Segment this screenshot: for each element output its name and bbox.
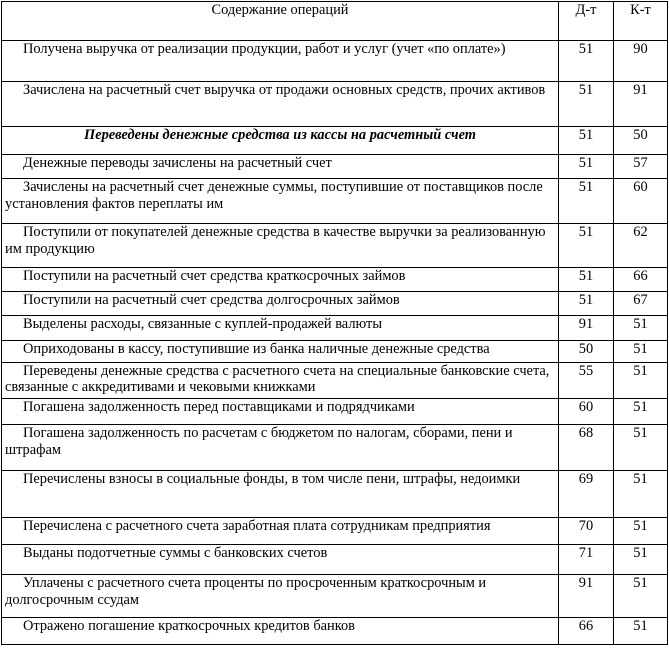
operation-text: Выданы подотчетные суммы с банковских счетов	[2, 545, 559, 575]
table-row	[2, 575, 668, 618]
operation-text: Зачислены на расчетный счет денежные суммы, поступившие от поставщиков после установления фактов переплаты им	[2, 179, 559, 224]
credit-account: 51	[614, 575, 668, 618]
table-row	[2, 341, 668, 363]
table-row	[2, 268, 668, 292]
table-row	[2, 155, 668, 179]
debit-account: 55	[559, 363, 614, 399]
table-row	[2, 363, 668, 399]
table-row	[2, 41, 668, 82]
table-row	[2, 471, 668, 518]
operation-text: Переведены денежные средства из кассы на расчетный счет	[2, 127, 559, 155]
credit-account: 57	[614, 155, 668, 179]
credit-account: 51	[614, 316, 668, 341]
debit-account: 51	[559, 179, 614, 224]
debit-account: 66	[559, 618, 614, 645]
credit-account: 51	[614, 545, 668, 575]
operation-text: Получена выручка от реализации продукции, работ и услуг (учет «по оплате»)	[2, 41, 559, 82]
operation-text: Погашена задолженность перед поставщиками и подрядчиками	[2, 399, 559, 425]
debit-account: 51	[559, 292, 614, 316]
operation-text: Отражено погашение краткосрочных кредитов банков	[2, 618, 559, 645]
debit-account: 69	[559, 471, 614, 518]
debit-account: 51	[559, 224, 614, 268]
table-row	[2, 545, 668, 575]
debit-account: 91	[559, 575, 614, 618]
operation-text: Перечислена с расчетного счета заработная плата сотрудникам предприятия	[2, 518, 559, 545]
operation-text: Уплачены с расчетного счета проценты по просроченным краткосрочным и долгосрочным ссудам	[2, 575, 559, 618]
debit-account: 71	[559, 545, 614, 575]
operation-text: Оприходованы в кассу, поступившие из банка наличные денежные средства	[2, 341, 559, 363]
credit-account: 66	[614, 268, 668, 292]
credit-account: 91	[614, 82, 668, 127]
credit-account: 62	[614, 224, 668, 268]
debit-account: 51	[559, 82, 614, 127]
credit-account: 51	[614, 518, 668, 545]
debit-account: 60	[559, 399, 614, 425]
table-row	[2, 425, 668, 471]
operation-text: Выделены расходы, связанные с куплей-продажей валюты	[2, 316, 559, 341]
credit-account: 51	[614, 363, 668, 399]
table-row	[2, 316, 668, 341]
credit-account: 51	[614, 471, 668, 518]
credit-account: 90	[614, 41, 668, 82]
credit-account: 50	[614, 127, 668, 155]
debit-account: 51	[559, 268, 614, 292]
table-row	[2, 127, 668, 155]
table-row	[2, 224, 668, 268]
debit-account: 68	[559, 425, 614, 471]
operation-text: Зачислена на расчетный счет выручка от продажи основных средств, прочих активов	[2, 82, 559, 127]
table-row	[2, 179, 668, 224]
credit-account: 60	[614, 179, 668, 224]
header-description: Содержание операций	[2, 2, 559, 41]
debit-account: 70	[559, 518, 614, 545]
operation-text: Поступили от покупателей денежные средства в качестве выручки за реализованную им продукцию	[2, 224, 559, 268]
credit-account: 51	[614, 341, 668, 363]
header-credit: К-т	[614, 2, 668, 41]
credit-account: 67	[614, 292, 668, 316]
operation-text: Переведены денежные средства с расчетного счета на специальные банковские счета, связанные с аккредитивами и чековыми книжками	[2, 363, 559, 399]
table-row	[2, 518, 668, 545]
operation-text: Поступили на расчетный счет средства краткосрочных займов	[2, 268, 559, 292]
operation-text: Перечислены взносы в социальные фонды, в том числе пени, штрафы, недоимки	[2, 471, 559, 518]
operations-body	[2, 41, 668, 645]
table-row	[2, 399, 668, 425]
credit-account: 51	[614, 618, 668, 645]
operations-table	[1, 1, 668, 645]
operation-text: Погашена задолженность по расчетам с бюджетом по налогам, сборами, пени и штрафам	[2, 425, 559, 471]
header-debit: Д-т	[559, 2, 614, 41]
operation-text: Денежные переводы зачислены на расчетный счет	[2, 155, 559, 179]
table-row	[2, 292, 668, 316]
header-row	[2, 2, 668, 41]
table-row	[2, 82, 668, 127]
credit-account: 51	[614, 425, 668, 471]
debit-account: 50	[559, 341, 614, 363]
debit-account: 91	[559, 316, 614, 341]
debit-account: 51	[559, 155, 614, 179]
operation-text: Поступили на расчетный счет средства долгосрочных займов	[2, 292, 559, 316]
debit-account: 51	[559, 41, 614, 82]
credit-account: 51	[614, 399, 668, 425]
table-row	[2, 618, 668, 645]
debit-account: 51	[559, 127, 614, 155]
